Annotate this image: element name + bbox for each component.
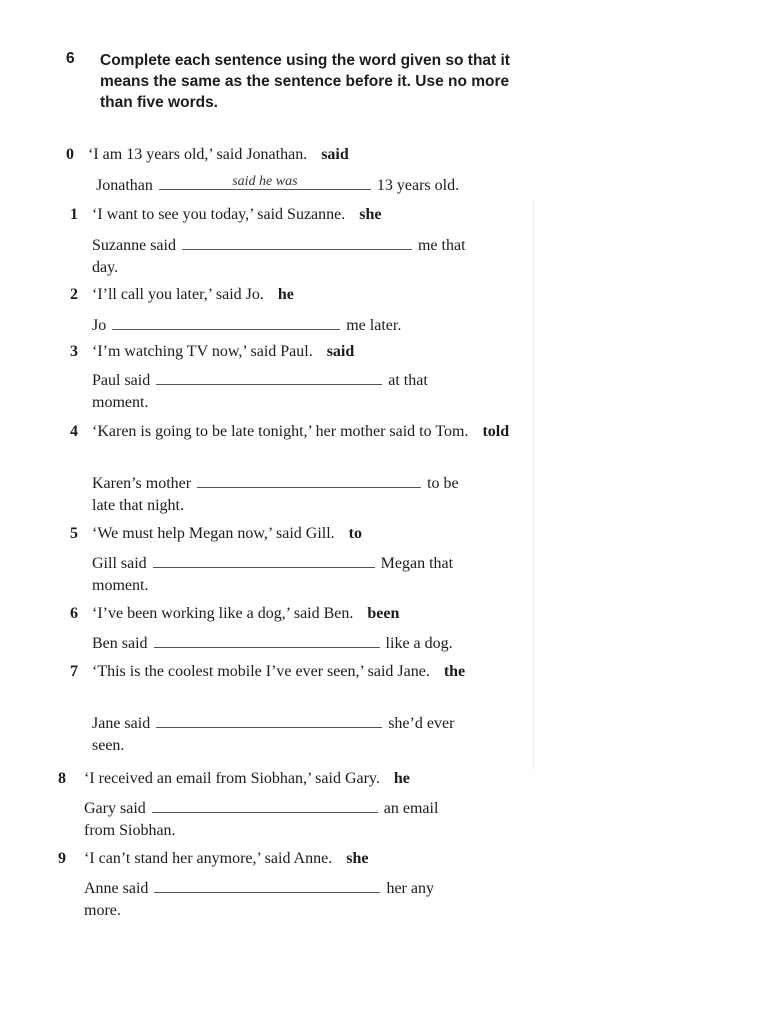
answer-before: Jonathan xyxy=(96,177,153,194)
exercise-instruction: Complete each sentence using the word given so that it means the same as the sentence before it. Use no more than five words. xyxy=(100,52,510,111)
answer-before: Jo xyxy=(92,317,107,334)
answer-before: Ben said xyxy=(92,635,148,652)
answer-after: me later. xyxy=(346,317,402,334)
answer-after: me that xyxy=(417,237,466,254)
question-number: 7 xyxy=(70,663,78,680)
prompt-text: ‘Karen is going to be late tonight,’ her mother said to Tom. xyxy=(92,423,469,440)
scan-edge-line xyxy=(533,200,534,770)
answer-line xyxy=(92,234,522,279)
answer-line xyxy=(92,632,522,655)
question-number: 3 xyxy=(70,343,78,360)
answer-line xyxy=(84,797,514,842)
answer-before: Gary said xyxy=(84,800,146,817)
example-answer: said he was xyxy=(232,174,298,189)
question-number: 9 xyxy=(58,850,66,867)
answer-before: Jane said xyxy=(92,715,151,732)
answer-after: she’d ever xyxy=(388,715,455,732)
question-number: 6 xyxy=(70,605,78,622)
answer-before: Suzanne said xyxy=(92,237,176,254)
answer-blank[interactable] xyxy=(154,632,380,648)
answer-before: Karen’s mother xyxy=(92,475,192,492)
answer-continuation: from Siobhan. xyxy=(84,822,176,839)
answer-continuation: moment. xyxy=(92,394,149,411)
prompt-text: ‘I am 13 years old,’ said Jonathan. xyxy=(88,146,308,163)
keyword: he xyxy=(277,286,294,303)
keyword: she xyxy=(359,206,382,223)
prompt-text: ‘I can’t stand her anymore,’ said Anne. xyxy=(84,850,333,867)
question-number: 2 xyxy=(70,286,78,303)
answer-line xyxy=(92,472,522,517)
answer-line xyxy=(84,877,514,922)
answer-blank[interactable] xyxy=(153,552,375,568)
answer-after: to be xyxy=(427,475,459,492)
keyword: been xyxy=(367,605,400,622)
prompt-text: ‘I’m watching TV now,’ said Paul. xyxy=(92,343,313,360)
answer-line xyxy=(92,369,522,414)
question-prompt xyxy=(92,284,522,306)
prompt-text: ‘I received an email from Siobhan,’ said Gary. xyxy=(84,770,380,787)
answer-line xyxy=(92,712,522,757)
answer-blank[interactable] xyxy=(156,369,382,385)
prompt-text: ‘I’ll call you later,’ said Jo. xyxy=(92,286,264,303)
answer-continuation: seen. xyxy=(92,737,125,754)
question-prompt xyxy=(92,204,522,226)
answer-continuation: more. xyxy=(84,902,121,919)
answer-after: at that xyxy=(388,372,428,389)
prompt-text: ‘I’ve been working like a dog,’ said Ben. xyxy=(92,605,354,622)
answer-continuation: late that night. xyxy=(92,497,184,514)
answer-before: Gill said xyxy=(92,555,147,572)
question-number: 5 xyxy=(70,525,78,542)
keyword: to xyxy=(348,525,362,542)
answer-blank[interactable] xyxy=(159,174,371,190)
question-prompt xyxy=(92,341,522,363)
question-number: 8 xyxy=(58,770,66,787)
answer-blank[interactable] xyxy=(152,797,378,813)
question-prompt xyxy=(84,768,514,790)
keyword: told xyxy=(482,423,510,440)
answer-after: 13 years old. xyxy=(376,177,460,194)
keyword: he xyxy=(393,770,410,787)
answer-line xyxy=(92,552,522,597)
answer-after: an email xyxy=(383,800,439,817)
question-number: 1 xyxy=(70,206,78,223)
question-number: 0 xyxy=(66,146,74,163)
prompt-text: ‘We must help Megan now,’ said Gill. xyxy=(92,525,335,542)
answer-line xyxy=(92,314,522,337)
answer-blank[interactable] xyxy=(112,314,340,330)
question-prompt xyxy=(92,603,522,625)
keyword: said xyxy=(321,146,349,163)
prompt-text: ‘This is the coolest mobile I’ve ever seen,’ said Jane. xyxy=(92,663,430,680)
question-prompt xyxy=(92,661,522,683)
answer-blank[interactable] xyxy=(197,472,421,488)
answer-continuation: day. xyxy=(92,259,119,276)
answer-blank[interactable] xyxy=(182,234,412,250)
question-prompt xyxy=(92,421,522,443)
keyword: she xyxy=(346,850,369,867)
answer-blank[interactable] xyxy=(156,712,382,728)
question-prompt xyxy=(84,848,514,870)
answer-blank[interactable] xyxy=(154,877,380,893)
keyword: the xyxy=(443,663,466,680)
answer-after: Megan that xyxy=(380,555,454,572)
answer-after: like a dog. xyxy=(385,635,453,652)
answer-before: Paul said xyxy=(92,372,151,389)
answer-before: Anne said xyxy=(84,880,149,897)
keyword: said xyxy=(326,343,355,360)
answer-after: her any xyxy=(386,880,434,897)
question-prompt xyxy=(92,523,522,545)
answer-line xyxy=(96,174,526,197)
question-number: 4 xyxy=(70,423,78,440)
prompt-text: ‘I want to see you today,’ said Suzanne. xyxy=(92,206,346,223)
answer-continuation: moment. xyxy=(92,577,149,594)
question-prompt xyxy=(88,144,518,166)
exercise-number: 6 xyxy=(66,50,75,67)
